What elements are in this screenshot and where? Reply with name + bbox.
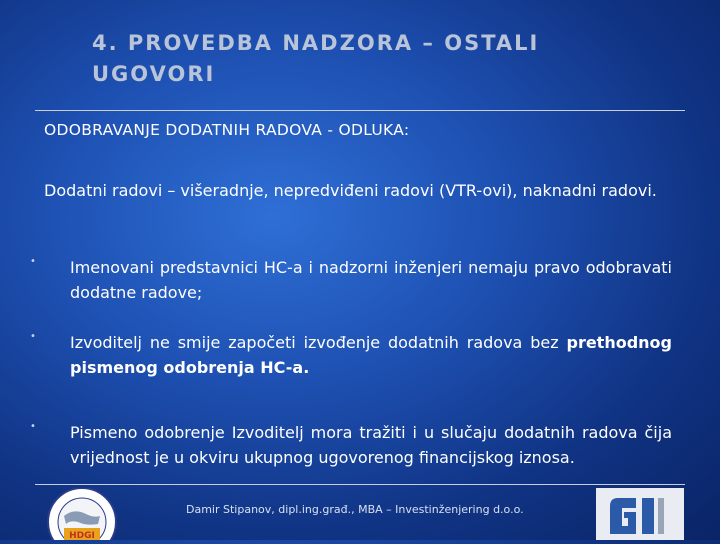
bullet-dot-icon: • bbox=[30, 331, 36, 342]
bullet-item bbox=[30, 420, 672, 470]
bullet-dot-icon: • bbox=[30, 421, 36, 432]
bullet-item bbox=[30, 255, 672, 305]
bullet-text: Imenovani predstavnici HC-a i nadzorni inženjeri nemaju pravo odobravati dodatne radove; bbox=[70, 258, 672, 302]
company-logo bbox=[596, 488, 684, 540]
svg-text:HDGI: HDGI bbox=[69, 531, 95, 540]
slide-title: 4. PROVEDBA NADZORA – OSTALI UGOVORI bbox=[92, 31, 540, 86]
bullet-text: Pismeno odobrenje Izvoditelj mora tražiti i u slučaju dodatnih radova čija vrijednost je u okviru ukupnog ugovorenog financijskog iznosa. bbox=[70, 423, 672, 467]
bullet-text-bold: prethodnog pismenog odobrenja HC-a. bbox=[70, 333, 672, 377]
bullet-text-plain: Izvoditelj ne smije započeti izvođenje dodatnih radova bez bbox=[70, 333, 567, 352]
footer-author: Damir Stipanov, dipl.ing.građ., MBA – Investinženjering d.o.o. bbox=[186, 503, 524, 516]
top-divider bbox=[35, 110, 685, 111]
bullet-dot-icon: • bbox=[30, 256, 36, 267]
bullet-text bbox=[70, 330, 672, 380]
intro-paragraph: Dodatni radovi – višeradnje, nepredviđeni radovi (VTR-ovi), naknadni radovi. bbox=[44, 181, 657, 200]
section-heading: ODOBRAVANJE DODATNIH RADOVA - ODLUKA: bbox=[44, 121, 410, 139]
association-logo bbox=[34, 488, 130, 540]
bullet-item bbox=[30, 330, 672, 380]
bottom-divider bbox=[35, 484, 685, 485]
